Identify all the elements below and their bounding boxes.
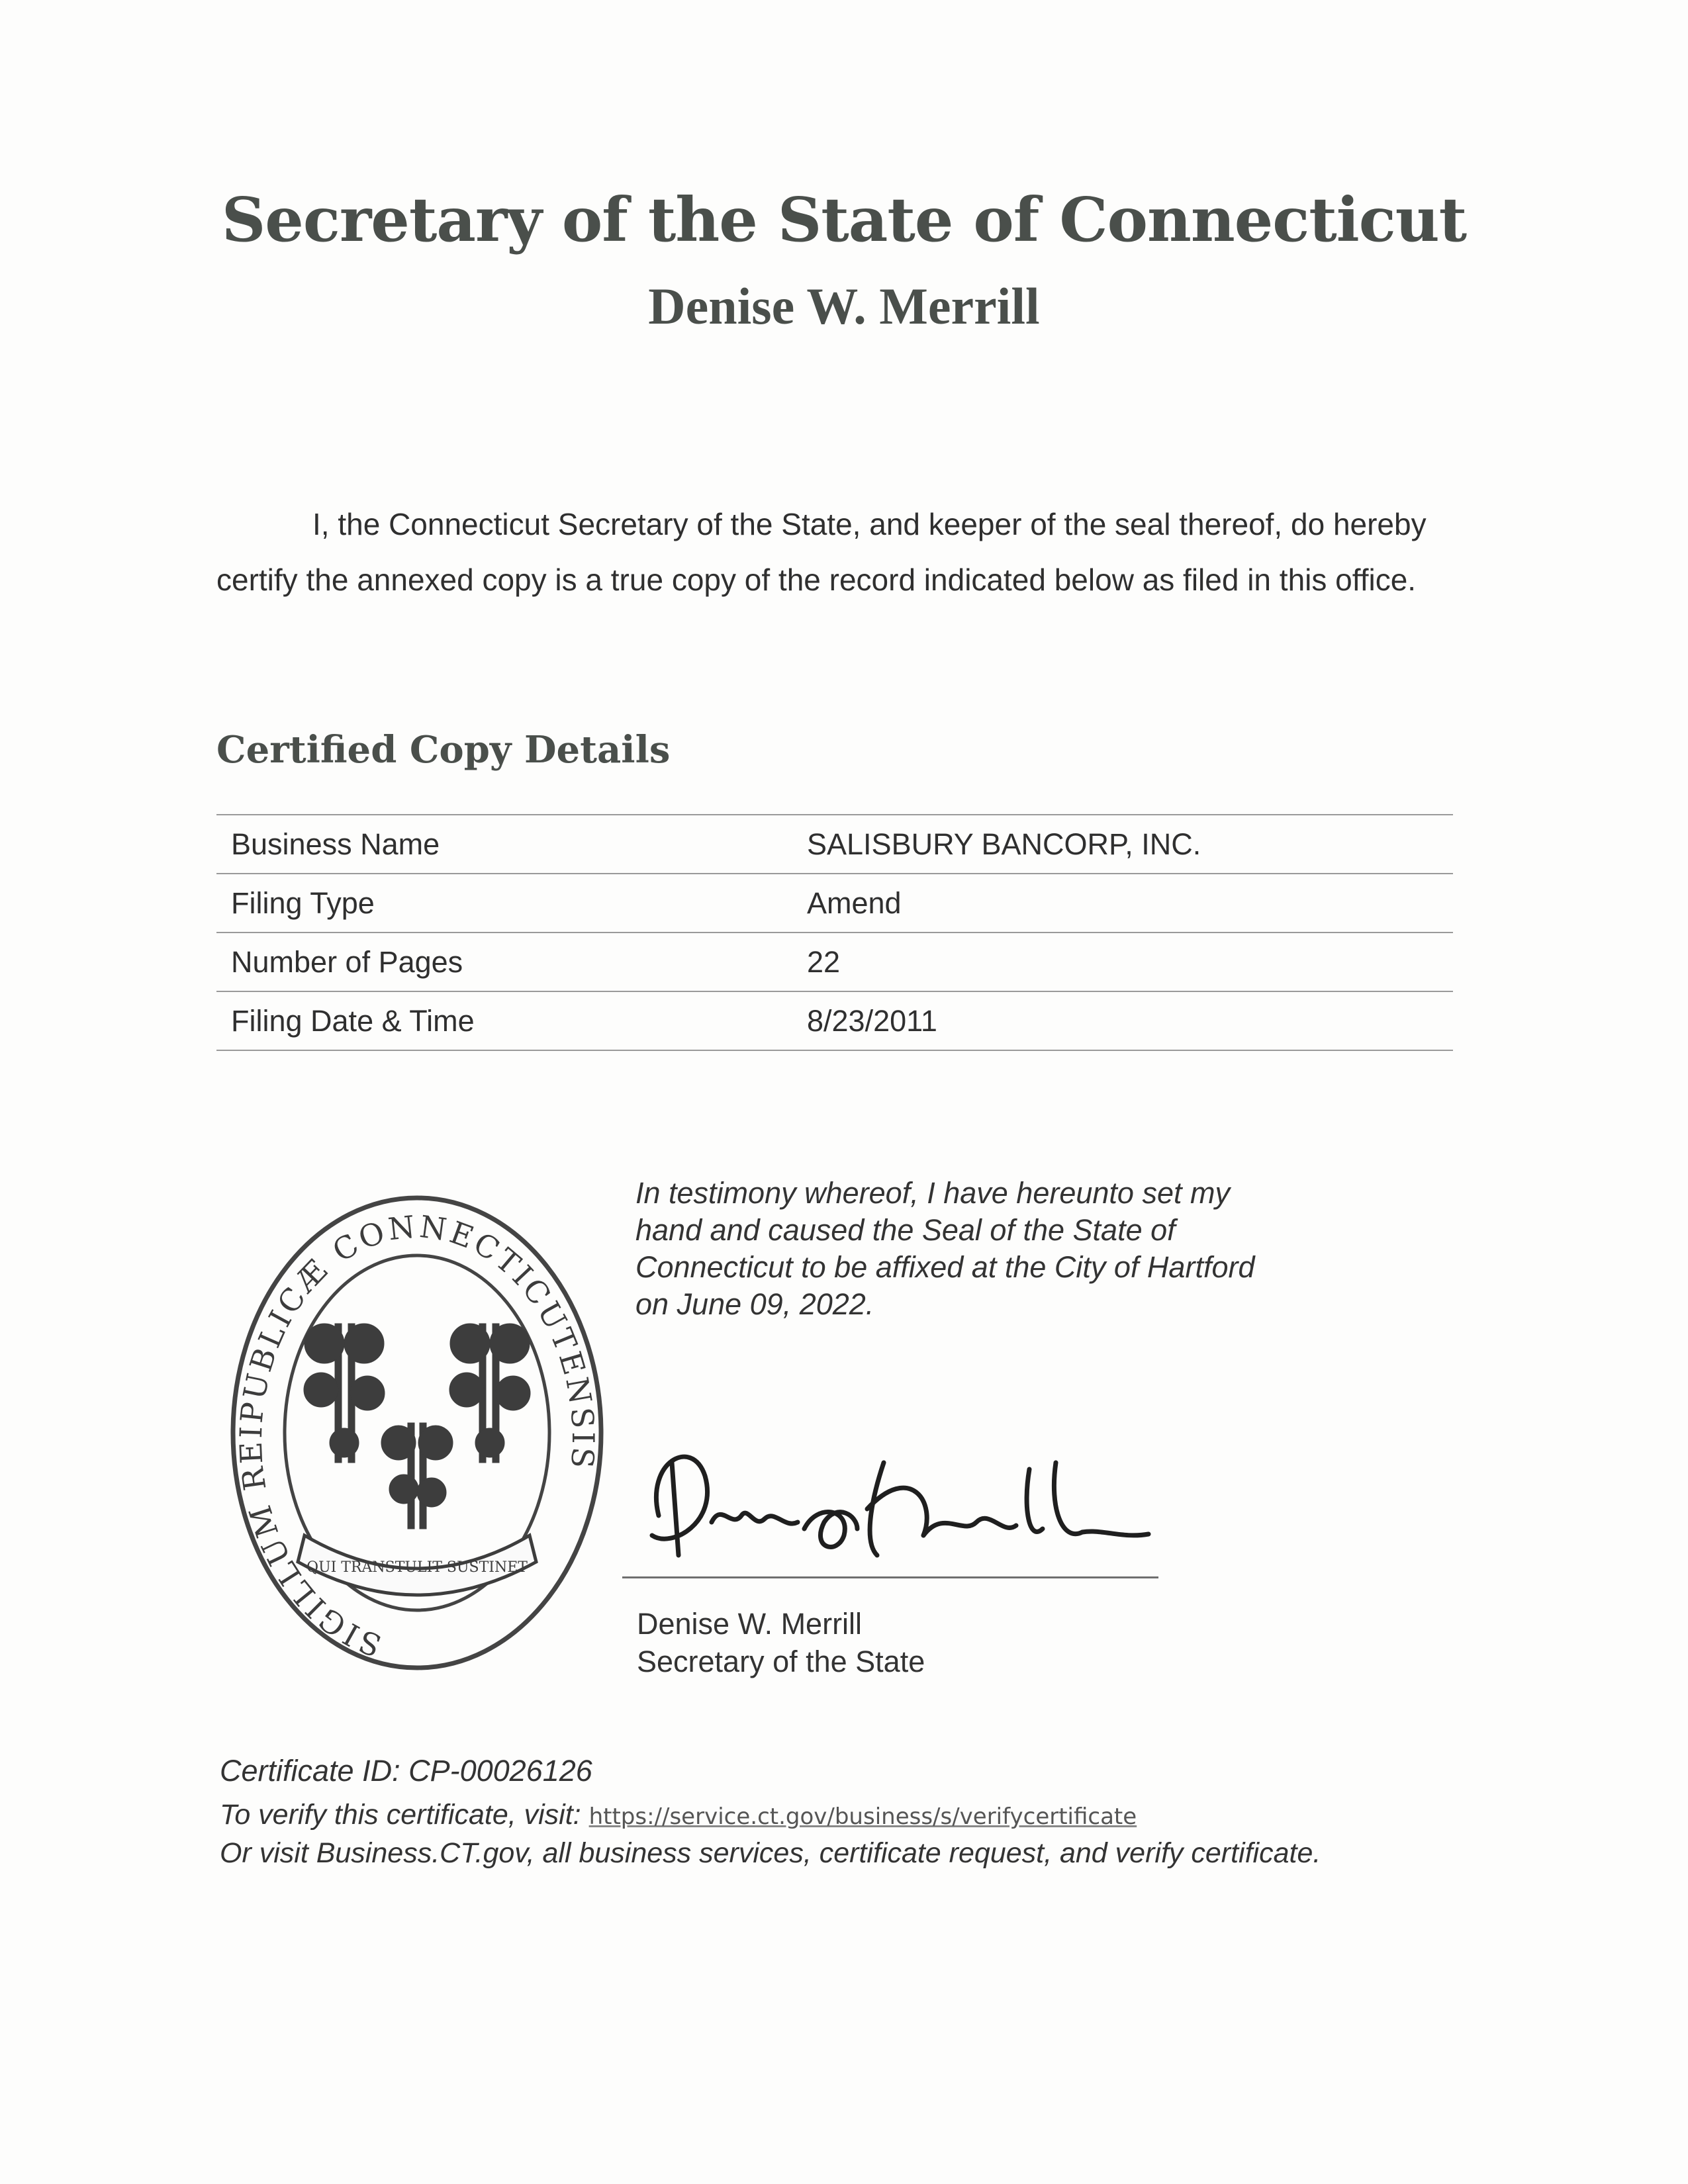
row-value: SALISBURY BANCORP, INC. — [807, 815, 1453, 874]
testimony-text: In testimony whereof, I have hereunto set my hand and caused the Seal of the State of Connecticut to be affixed at the City of Hartford on June 09, 2022. — [635, 1176, 1255, 1321]
certification-paragraph: I, the Connecticut Secretary of the State, and keeper of the seal thereof, do hereby certify the annexed copy is a true copy of the record indicated below as filed in this office. — [216, 507, 1427, 597]
certificate-id: Certificate ID: CP-00026126 — [220, 1754, 592, 1788]
row-label: Filing Type — [216, 874, 807, 933]
signer-title: Secretary of the State — [637, 1645, 925, 1678]
row-value: 8/23/2011 — [807, 991, 1453, 1050]
details-table — [216, 814, 1453, 1051]
signature-icon — [632, 1423, 1162, 1575]
signer-block — [637, 1605, 925, 1680]
row-value: 22 — [807, 933, 1453, 991]
page-title: Secretary of the State of Connecticut — [221, 184, 1467, 255]
seal-ring-text: SIGILLUM REIPUBLICÆ CONNECTICUTENSIS — [232, 1208, 602, 1664]
row-label: Business Name — [216, 815, 807, 874]
row-label: Filing Date & Time — [216, 991, 807, 1050]
state-seal-icon — [225, 1191, 609, 1674]
page-subtitle: Denise W. Merrill — [648, 277, 1040, 335]
section-title: Certified Copy Details — [216, 728, 671, 772]
table-row — [216, 991, 1453, 1050]
verify-link[interactable]: https://service.ct.gov/business/s/verifycertificate — [588, 1803, 1137, 1830]
row-value: Amend — [807, 874, 1453, 933]
seal-motto: QUI TRANSTULIT SUSTINET — [306, 1559, 528, 1576]
table-row — [216, 815, 1453, 874]
signature-line — [622, 1576, 1158, 1578]
row-label: Number of Pages — [216, 933, 807, 991]
verify-prefix: To verify this certificate, visit: — [220, 1799, 581, 1831]
table-row — [216, 933, 1453, 991]
alternate-verify-text: Or visit Business.CT.gov, all business services, certificate request, and verify certificate. — [220, 1837, 1321, 1869]
signer-name: Denise W. Merrill — [637, 1607, 863, 1641]
table-row — [216, 874, 1453, 933]
verify-line — [220, 1799, 1137, 1831]
